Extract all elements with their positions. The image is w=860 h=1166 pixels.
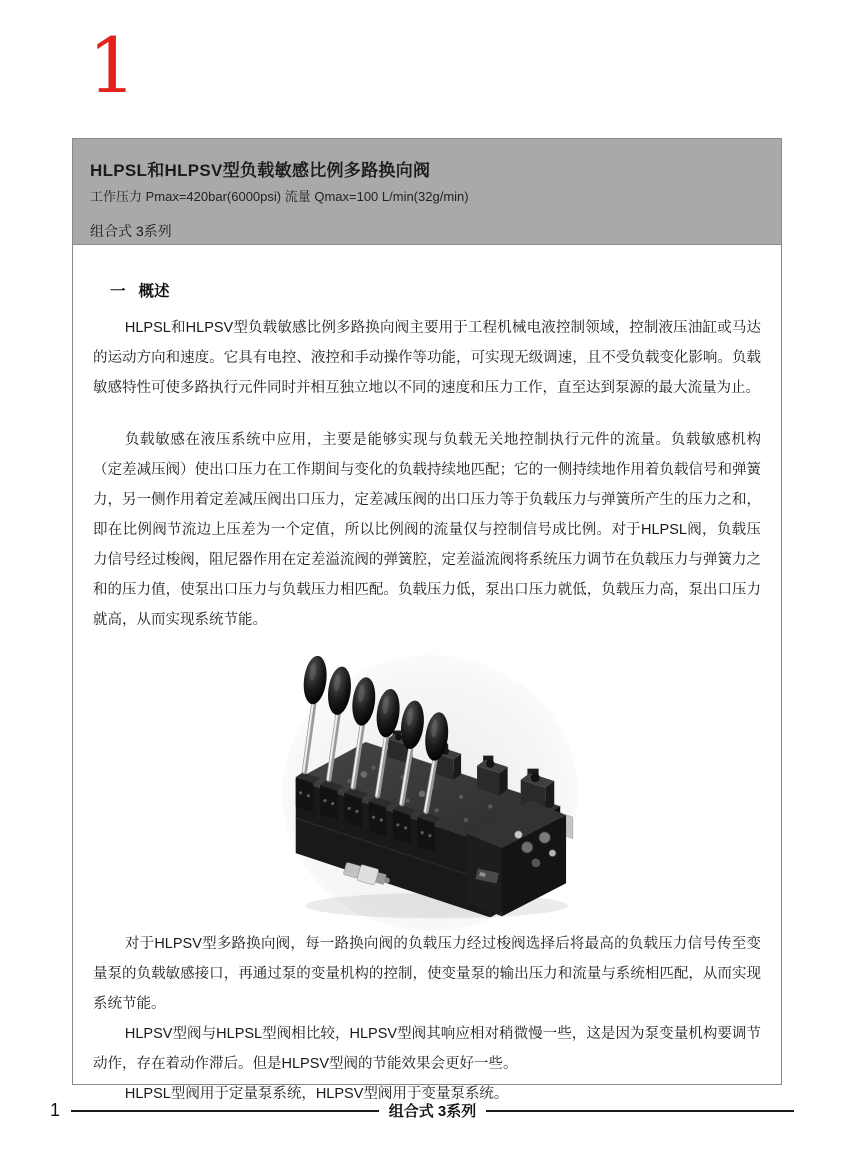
valve-bank-photo bbox=[272, 647, 582, 929]
footer-rule-left bbox=[71, 1110, 379, 1112]
content-box bbox=[72, 138, 782, 1102]
footer-rule-right bbox=[486, 1110, 794, 1112]
overview-paragraph: 对于HLPSV型多路换向阀，每一路换向阀的负载压力经过梭阀选择后将最高的负载压力信号传至变量泵的负载敏感接口，再通过泵的变量机构的控制，使变量泵的输出压力和流量与系统相匹配，从而实现系统节能。 bbox=[93, 936, 761, 1012]
overview-heading-marker: 一 bbox=[110, 283, 126, 300]
series-label: 组合式 3系列 bbox=[90, 223, 172, 239]
page-footer bbox=[50, 1100, 794, 1121]
footer-page-number: 1 bbox=[50, 1100, 61, 1120]
body-area bbox=[73, 279, 781, 1109]
chapter-number: 1 bbox=[88, 21, 137, 110]
valve-bank-illustration bbox=[272, 647, 582, 929]
overview-heading bbox=[110, 279, 761, 301]
overview-heading-label: 概述 bbox=[138, 283, 170, 300]
pressure-flow-spec: 工作压力 Pmax=420bar(6000psi) 流量 Qmax=100 L/min(32g/min) bbox=[90, 189, 469, 204]
overview-paragraph: HLPSL和HLPSV型负载敏感比例多路换向阀主要用于工程机械电液控制领域，控制液压油缸或马达的运动方向和速度。它具有电控、液控和手动操作等功能，可实现无级调速，且不受负载变化影响。负载敏感特性可使多路执行元件同时并相互独立地以不同的速度和压力工作，直至达到泵源的最大流量为止。 bbox=[93, 320, 761, 396]
overview-paragraph: HLPSL型阀用于定量泵系统，HLPSV型阀用于变量泵系统。 bbox=[124, 1086, 509, 1102]
page-title: HLPSL和HLPSV型负载敏感比例多路换向阀 bbox=[90, 161, 431, 180]
overview-paragraph: HLPSV型阀与HLPSL型阀相比较，HLPSV型阀其响应相对稍微慢一些，这是因为泵变量机构要调节动作，存在着动作滞后。但是HLPSV型阀的节能效果会更好一些。 bbox=[93, 1026, 761, 1072]
header-band bbox=[73, 139, 781, 245]
footer-series-label: 组合式 3系列 bbox=[388, 1103, 477, 1120]
overview-paragraph: 负载敏感在液压系统中应用，主要是能够实现与负载无关地控制执行元件的流量。负载敏感机构（定差减压阀）使出口压力在工作期间与变化的负载持续地匹配；它的一侧持续地作用着负载信号和弹簧力，另一侧作用着定差减压阀出口压力，定差减压阀的出口压力等于负载压力与弹簧所产生的压力之和，即在比例阀节流边上压差为一个定值，所以比例阀的流量仅与控制信号成比例。对于HLPSL阀，负载压力信号经过梭阀，阻尼器作用在定差溢流阀的弹簧腔，定差溢流阀将系统压力调节在负载压力与弹簧力之和的压力值，使泵出口压力与负载压力相匹配。负载压力低，泵出口压力就低，负载压力高，泵出口压力就高，从而实现系统节能。 bbox=[93, 432, 761, 628]
